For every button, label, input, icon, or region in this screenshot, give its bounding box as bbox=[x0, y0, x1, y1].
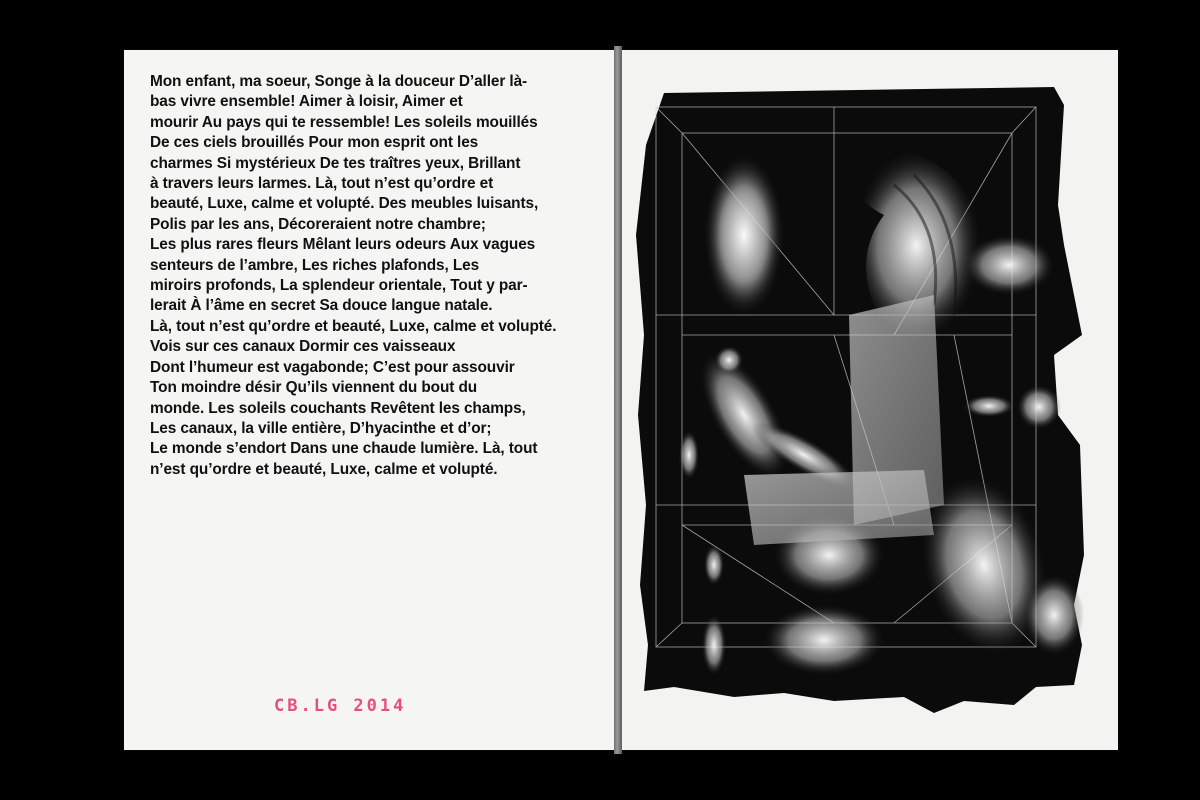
poem-line: Vois sur ces canaux Dormir ces vaisseaux bbox=[150, 338, 456, 356]
sculpture-animal bbox=[964, 235, 1054, 295]
poem-line: De ces ciels brouillés Pour mon esprit ont les bbox=[150, 134, 479, 152]
sculpture-relief bbox=[704, 155, 784, 315]
collage-artwork bbox=[634, 85, 1086, 715]
poem-line: lerait À l’âme en secret Sa douce langue natale. bbox=[150, 297, 493, 315]
poem-line: miroirs profonds, La splendeur orientale, Tout y par- bbox=[150, 277, 528, 295]
poem-line: beauté, Luxe, calme et volupté. Des meubles luisants, bbox=[150, 195, 539, 213]
poem-line: Ton moindre désir Qu’ils viennent du bout du bbox=[150, 379, 478, 397]
poem-line: Polis par les ans, Décoreraient notre chambre; bbox=[150, 215, 486, 233]
poem-line: Mon enfant, ma soeur, Songe à la douceur D’aller là- bbox=[150, 73, 528, 90]
poem-line: à travers leurs larmes. Là, tout n’est qu’ordre et bbox=[150, 175, 494, 193]
book-spine-gutter bbox=[614, 46, 622, 754]
left-page bbox=[124, 50, 614, 750]
red-stamp: CB.LG 2014 bbox=[274, 696, 407, 716]
poem-line: mourir Au pays qui te ressemble! Les soleils mouillés bbox=[150, 113, 538, 131]
poem-line: Là, tout n’est qu’ordre et beauté, Luxe, calme et volupté. bbox=[150, 317, 557, 335]
poem-line: senteurs de l’ambre, Les riches plafonds, Les bbox=[150, 256, 480, 274]
poem-line: bas vivre ensemble! Aimer à loisir, Aimer et bbox=[150, 93, 463, 111]
poem-line: Dont l’humeur est vagabonde; C’est pour assouvir bbox=[150, 358, 515, 376]
tape-strip-horizontal bbox=[744, 470, 934, 545]
right-page bbox=[622, 50, 1118, 750]
poem-line: Les plus rares fleurs Mêlant leurs odeurs Aux vagues bbox=[150, 236, 536, 254]
poem-line: charmes Si mystérieux De tes traîtres yeux, Brillant bbox=[150, 154, 521, 172]
poem-line: n’est qu’ordre et beauté, Luxe, calme et volupté. bbox=[150, 460, 498, 478]
poem-line: monde. Les soleils couchants Revêtent les champs, bbox=[150, 399, 526, 417]
poem-line: Le monde s’endort Dans une chaude lumière. Là, tout bbox=[150, 440, 538, 458]
poem-line: Les canaux, la ville entière, D’hyacinthe et d’or; bbox=[150, 419, 492, 437]
collage-image bbox=[634, 85, 1086, 715]
poem-text bbox=[150, 72, 602, 480]
